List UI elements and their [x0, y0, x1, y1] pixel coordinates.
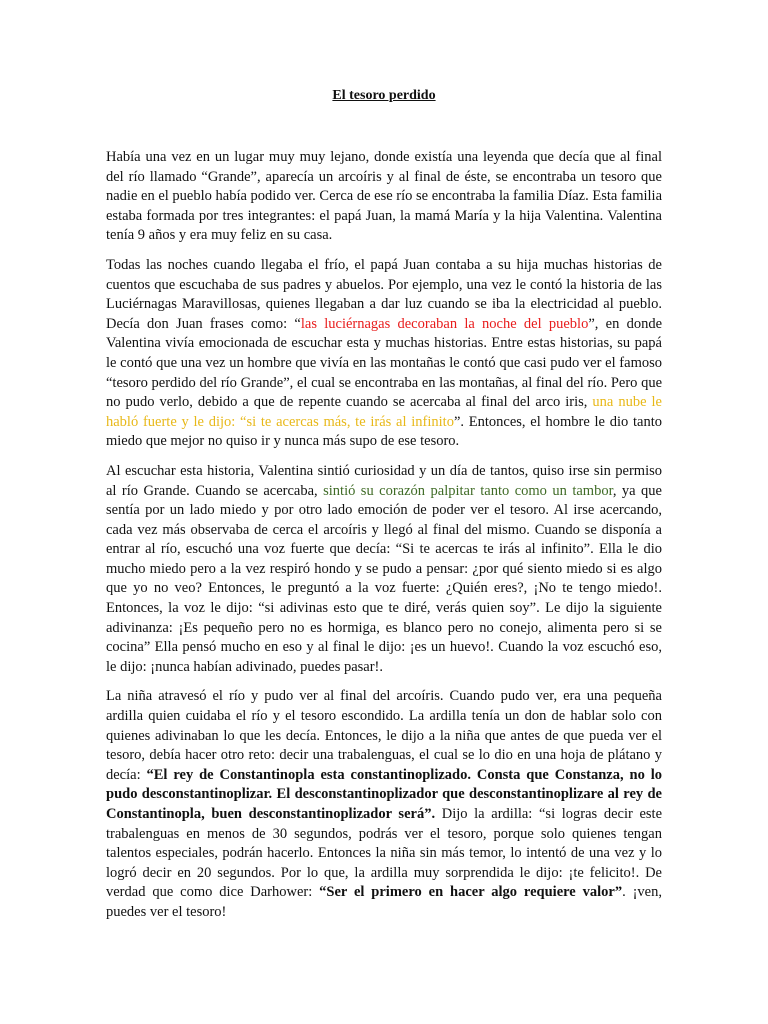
- paragraph-4: [106, 687, 662, 922]
- paragraph-4-text-e: . ¡ven, puedes ver el tesoro!: [106, 884, 662, 920]
- paragraph-4-text-a: La niña atravesó el río y pudo ver al final del arcoíris. Cuando pudo ver, era una pequeña ardilla quien cuidaba el río y el tesoro escondido. La ardilla tenía un don de hablar solo con quienes adivinaban lo que les decía. Entonces, le dijo a la niña que antes de que pueda ver el tesoro, debía hacer otro reto: decir una trabalenguas, el cual se lo dio en una hoja de plátano y decía:: [106, 688, 662, 783]
- paragraph-2-text-a: Todas las noches cuando llegaba el frío, el papá Juan contaba a su hija muchas historias de cuentos que escuchaba de sus padres y abuelos. Por ejemplo, una vez le contó la historia de las Luciérnagas Maravillosas, quienes llegaban a dar luz cuando se iba la electricidad al pueblo. Decía don Juan frases como: “: [106, 256, 662, 332]
- paragraph-2-quote-yellow: una nube le habló fuerte y le dijo: “si te acercas más, te irás al infinito: [106, 394, 662, 430]
- paragraph-3: [106, 462, 662, 678]
- paragraph-2-quote-red: las luciérnagas decoraban la noche del pueblo: [300, 315, 589, 332]
- paragraph-1: Había una vez en un lugar muy muy lejano, donde existía una leyenda que decía que al final del río llamado “Grande”, aparecía un arcoíris y al final de éste, se encontraba un tesoro que nadie en el pueblo había podido ver. Cerca de ese río se encontraba la familia Díaz. Esta familia estaba formada por tres integrantes: el papá Juan, la mamá María y la hija Valentina. Valentina tenía 9 años y era muy feliz en su casa.: [106, 149, 663, 244]
- paragraph-2: [106, 256, 662, 452]
- paragraph-4-quote-bold: “Ser el primero en hacer algo requiere valor”: [319, 884, 623, 901]
- paragraph-2-text-e: ”. Entonces, el hombre le dio tanto miedo que mejor no quiso ir y nunca más supo de ese tesoro.: [106, 413, 662, 450]
- paragraph-4-text-c: Dijo la ardilla: “si logras decir este trabalenguas en menos de 30 segundos, podrás ver el tesoro, porque solo quienes tengan talentos especiales, podrán hacerlo. Entonces la niña sin más temor, lo intentó de una vez y lo logró decir en 20 segundos. Por lo que, la ardilla muy sorprendida le dijo: ¡te felicito!. De verdad que como dice Darhower:: [106, 806, 663, 901]
- paragraph-4-tongue-twister: “El rey de Constantinopla esta constantinoplizado. Consta que Constanza, no lo pudo desconstantinoplizar. El desconstantinoplizador que desconstantinoplizare al rey de Constantinopla, buen desconstantinoplizador será”.: [106, 766, 662, 822]
- paragraph-3-phrase-green: sintió su corazón palpitar tanto como un tambor: [323, 482, 613, 499]
- paragraph-3-text-c: , ya que sentía por un lado miedo y por otro lado emoción de poder ver el tesoro. Al irse acercando, cada vez más observaba de cerca el arcoíris y llegó al final del mismo. Cuando se disponía a entrar al río, escuchó una voz fuerte que decía: “Si te acercas te irás al infinito”. Ella le dio mucho miedo pero a la vez respiró hondo y se pudo a pensar: ¿por qué siento miedo si es algo que yo no veo? Entonces, le preguntó a la voz fuerte: ¿Quién eres?, ¡No te tengo miedo!. Entonces, la voz le dijo: “si adivinas esto que te diré, verás quien soy”. Le dijo la siguiente adivinanza: ¡Es pequeño pero no es hormiga, es blanco pero no conejo, alimenta pero si se cocina” Ella pensó mucho en eso y al final le dijo: ¡es un huevo!. Cuando la voz escuchó eso, le dijo: ¡nunca habían adivinado, puedes pasar!.: [106, 482, 662, 675]
- paragraph-2-text-c: ”, en donde Valentina vivía emocionada de escuchar esta y muchas historias. Entre estas historias, su papá le contó que una vez un hombre que vivía en las montañas le contó que casi pudo ver el famoso “tesoro perdido del río Grande”, el cual se encontraba en las montañas, al final del río. Pero que no pudo verlo, debido a que de repente cuando se acercaba al final del arco iris,: [106, 315, 663, 411]
- paragraph-3-text-a: Al escuchar esta historia, Valentina sintió curiosidad y un día de tantos, quiso irse sin permiso al río Grande. Cuando se acercaba,: [106, 462, 662, 499]
- document-title: El tesoro perdido: [332, 88, 436, 103]
